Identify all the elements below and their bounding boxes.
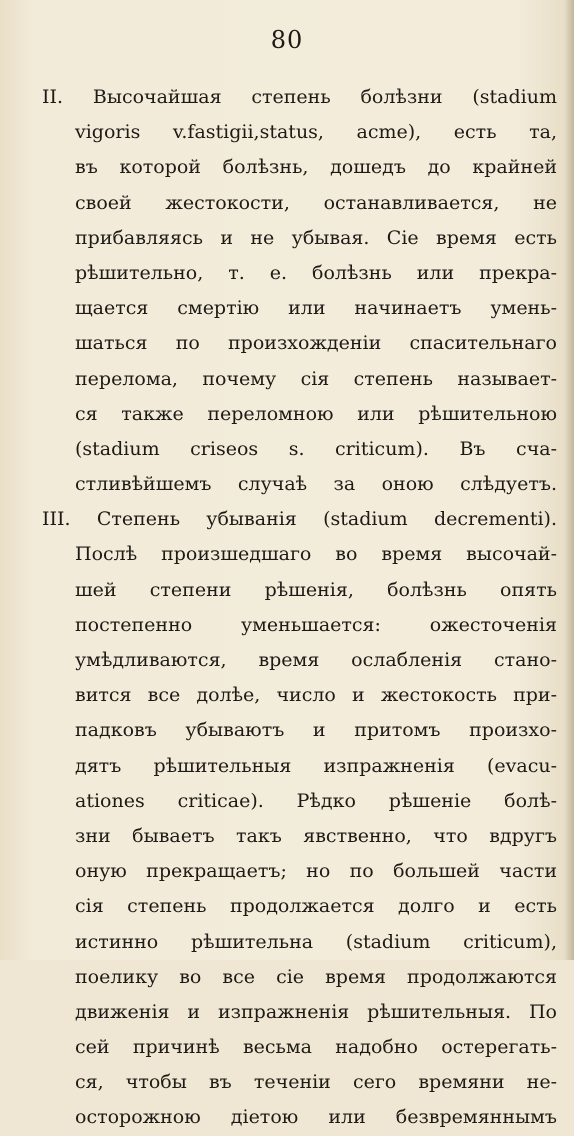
text-line: постепенно уменьшается: ожесточенiя	[75, 613, 557, 636]
text-line: оную прекращаетъ; но по большей части	[75, 860, 557, 883]
text-line: зни бываетъ такъ явственно, что вдругъ	[75, 824, 557, 847]
page-number: 80	[270, 26, 304, 54]
text-line: падковъ убываютъ и притомъ произхо-	[75, 719, 557, 742]
text-line: въ которой болѣзнь, дошедъ до крайней	[75, 156, 557, 179]
text-line: своей жестокости, останавливается, не	[75, 191, 557, 214]
body-text	[42, 80, 557, 1136]
text-line: vigoris v.fastigii,status, acme), есть та,	[75, 121, 557, 144]
text-line: дятъ рѣшительныя изпражненiя (evacu-	[75, 754, 557, 777]
text-line: движенiя и изпражненiя рѣшительныя. По	[75, 1000, 557, 1023]
text-line: шей степени рѣшенiя, болѣзнь опять	[75, 578, 557, 601]
text-line: поелику во все сie время продолжаются	[75, 965, 557, 988]
text-line: II. Высочайшая степень болѣзни (stadium	[42, 86, 557, 108]
text-line: щается смертiю или начинаетъ умень-	[75, 297, 557, 320]
page-edge-shadow	[564, 0, 574, 960]
text-line: перелома, почему сiя степень называет-	[75, 367, 557, 390]
text-line: ся, чтобы въ теченiи сего времяни не-	[75, 1071, 557, 1094]
text-line: шаться по произхожденiи спасительнаго	[75, 332, 557, 355]
text-line: вится все долѣе, число и жестокость при-	[75, 684, 557, 707]
text-line: сiя степень продолжается долго и есть	[75, 895, 557, 918]
text-line: ationes criticae). Рѣдко рѣшенiе болѣ-	[75, 789, 557, 812]
text-line: Послѣ произшедшаго во время высочай-	[75, 543, 557, 566]
text-line: III. Степень убыванiя (stadium decrementi).	[42, 508, 557, 531]
text-line: ся также переломною или рѣшительною	[75, 402, 557, 425]
text-line: сей причинѣ весьма надобно остерегать-	[75, 1036, 557, 1059]
text-line: рѣшительно, т. е. болѣзнь или прекра-	[75, 261, 557, 284]
text-line: истинно рѣшительна (stadium criticum),	[75, 930, 557, 953]
text-line: (stadium criseos s. criticum). Въ сча-	[75, 437, 557, 460]
text-line: прибавляясь и не убывая. Сie время есть	[75, 226, 557, 249]
text-line: стливѣйшемъ случаѣ за оною слѣдуетъ.	[75, 473, 557, 496]
text-line: осторожною дiетою или безвремяннымъ	[75, 1106, 557, 1129]
text-line: умѣдливаются, время ослабленiя стано-	[75, 649, 557, 671]
